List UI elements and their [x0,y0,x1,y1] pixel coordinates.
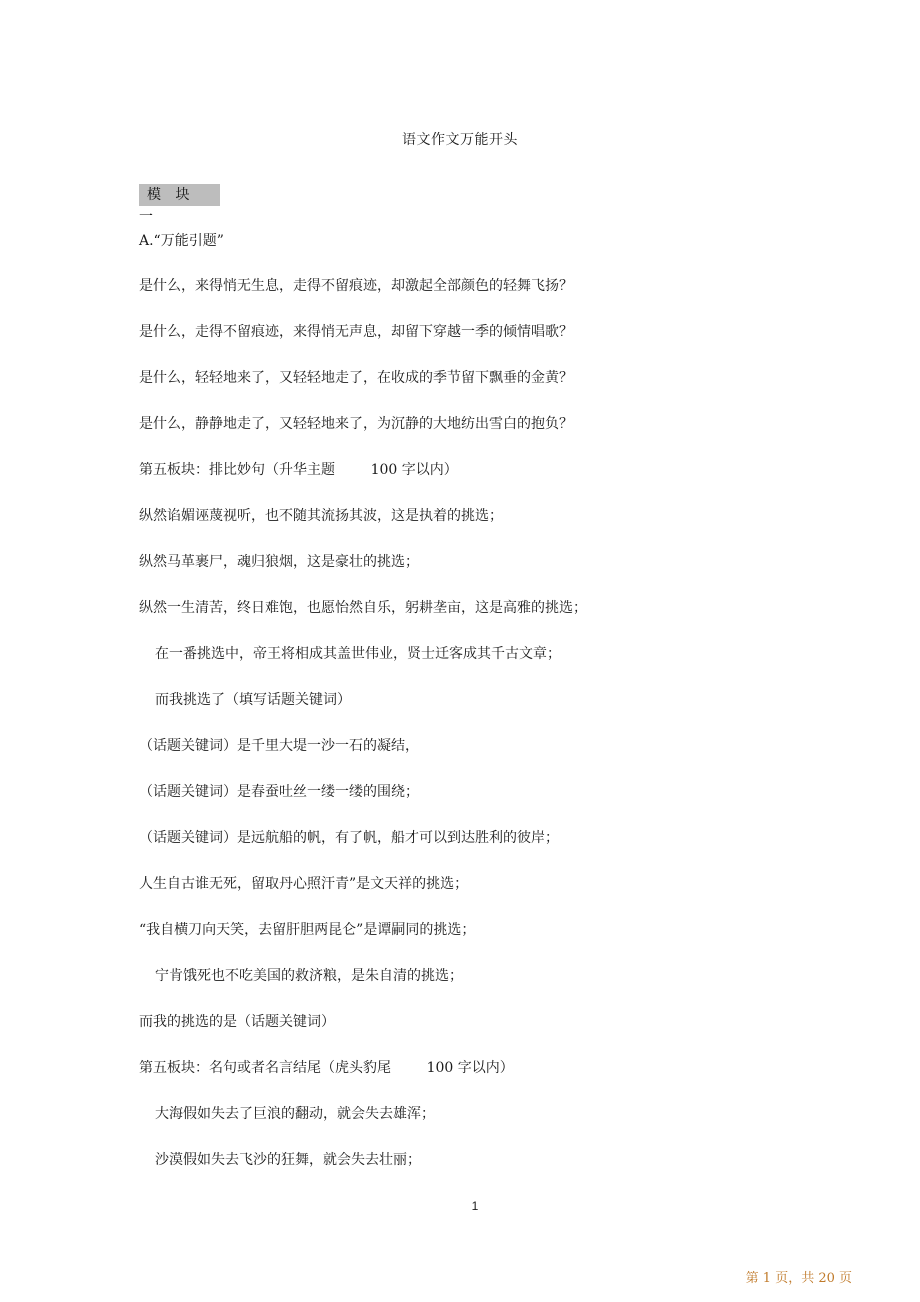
text-line: 宁肯饿死也不吃美国的救济粮，是朱自清的挑选； [155,968,463,984]
section-heading: 第五板块：排比妙句（升华主题 100 字以内） [139,462,458,478]
document-title: 语文作文万能开头 [402,132,518,148]
page-number: 1 [471,1199,479,1213]
text-line: （话题关键词）是远航船的帆，有了帆，船才可以到达胜利的彼岸； [139,830,559,846]
text-line: “我自横刀向天笑，去留肝胆两昆仑”是谭嗣同的挑选； [139,922,476,938]
text-line: 是什么，走得不留痕迹，来得悄无声息，却留下穿越一季的倾情唱歌？ [139,324,573,340]
text-line: 沙漠假如失去飞沙的狂舞，就会失去壮丽； [155,1152,421,1168]
text-line: （话题关键词）是春蚕吐丝一缕一缕的围绕； [139,784,419,800]
page-footer: 第 1 页，共 20 页 [745,1271,852,1286]
text-line: 是什么，静静地走了，又轻轻地来了，为沉静的大地纺出雪白的抱负？ [139,416,573,432]
text-line: 纵然谄媚诬蔑视听，也不随其流扬其波，这是执着的挑选； [139,508,503,524]
text-line: 是什么，轻轻地来了，又轻轻地走了，在收成的季节留下飘垂的金黄？ [139,370,573,386]
text-line: 是什么，来得悄无生息，走得不留痕迹，却激起全部颜色的轻舞飞扬？ [139,278,573,294]
text-line: （话题关键词）是千里大堤一沙一石的凝结， [139,738,419,754]
text-line: 而我的挑选的是（话题关键词） [139,1014,335,1030]
section-a-heading: A.“万能引题” [139,233,224,249]
text-line: 而我挑选了（填写话题关键词） [155,692,351,708]
text-line: 在一番挑选中，帝王将相成其盖世伟业，贤士迁客成其千古文章； [155,646,561,662]
text-line: 人生自古谁无死，留取丹心照汗青”是文天祥的挑选； [139,876,469,892]
section-heading: 第五板块：名句或者名言结尾（虎头豹尾 100 字以内） [139,1060,514,1076]
text-line: 大海假如失去了巨浪的翻动，就会失去雄浑； [155,1106,435,1122]
text-line: 纵然马革裹尸，魂归狼烟，这是豪壮的挑选； [139,554,419,570]
module-tag: 模 块 一 [139,184,220,206]
text-line: 纵然一生清苦，终日难饱，也愿怡然自乐，躬耕垄亩，这是高雅的挑选； [139,600,587,616]
